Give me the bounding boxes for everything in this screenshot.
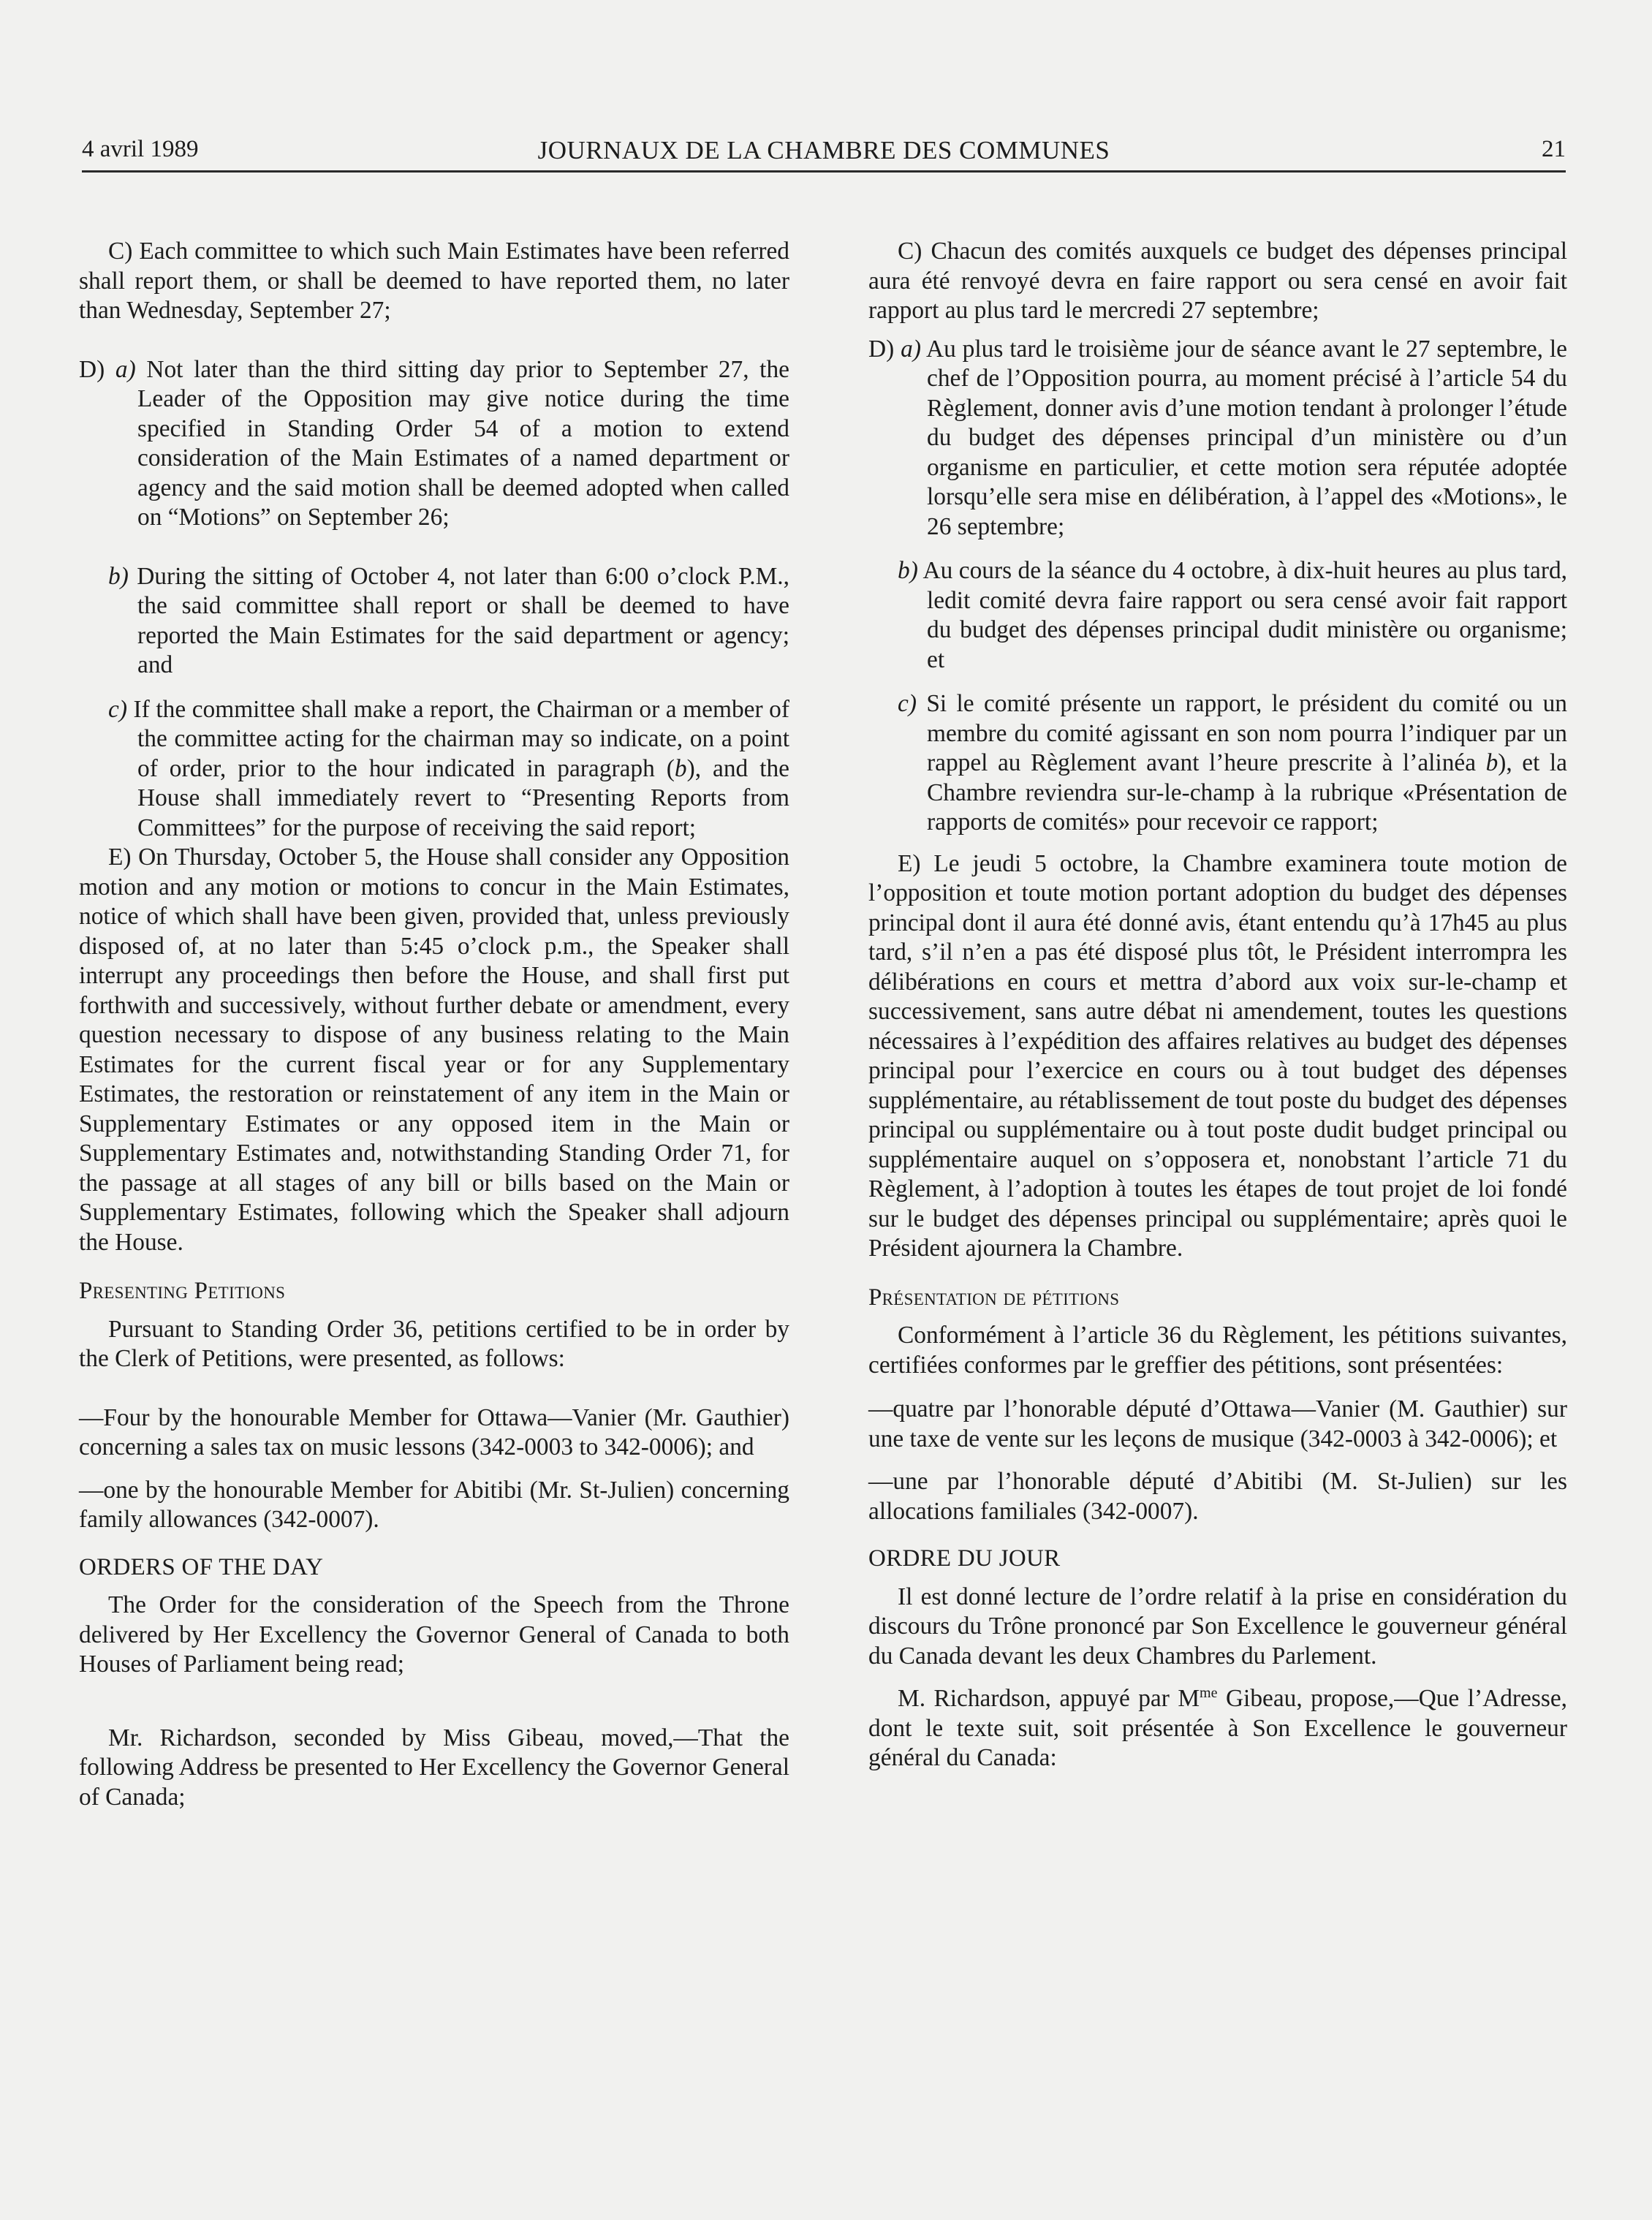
petitions-heading: Présentation de pétitions	[868, 1284, 1120, 1311]
page-header	[82, 136, 1566, 171]
header-rule	[82, 170, 1566, 173]
label-d: D)	[868, 335, 895, 363]
petition-item: —one by the honourable Member for Abitibi (Mr. St-Julien) concerning family allowances (342-0007).	[79, 1476, 789, 1533]
orders-paragraph-1: Il est donné lecture de l’ordre relatif à la prise en considération du discours du Trône prononcé par Son Excellence le gouverneur général du Canada devant les deux Chambres du Parlement.	[868, 1583, 1567, 1670]
orders-paragraph-2-end: Gibeau, propose,—Que l’Adresse, dont le texte suit, soit présentée à Son Excellence le gouverneur général du Canada:	[868, 1685, 1567, 1771]
label-c: c)	[898, 690, 917, 717]
label-b: b)	[898, 557, 918, 584]
orders-paragraph-2	[868, 1684, 1567, 1773]
paragraph-e: E) Le jeudi 5 octobre, la Chambre examinera toute motion de l’opposition et toute motion portant adoption du budget des dépenses principal dont il aura été donné avis, étant entendu qu’à 17h45 au plus tard, s’il n’en a pas été disposé plus tôt, le Président interrompra les délibérations en cours et mettra d’abord aux voix sur-le-champ et successivement, sans autre débat ni amendement, toutes les questions nécessaires à l’expédition des affaires relatives au budget des dépenses principal pour l’exercice en cours ou à tout budget des dépenses supplémentaire, au rétablissement de tout poste du budget des dépenses principal ou supplémentaire ou à tout poste dudit budget principal ou supplémentaire auquel on s’opposera et, nonobstant l’article 71 du Règlement, à l’adoption à toutes les étapes de tout projet de loi fondé sur le budget des dépenses principal ou supplémentaire; après quoi le Président ajournera la Chambre.	[868, 849, 1567, 1262]
paragraph-d-b	[79, 562, 789, 681]
orders-paragraph-2: Mr. Richardson, seconded by Miss Gibeau, moved,—That the following Address be presented to Her Excellency the Governor General of Canada;	[79, 1724, 789, 1811]
english-column	[79, 234, 789, 1812]
paragraph-c: C) Chacun des comités auxquels ce budget des dépenses principal aura été renvoyé devra en faire rapport ou sera censé en avoir fait rapport au plus tard le mercredi 27 septembre;	[868, 238, 1567, 324]
paragraph-d-a	[868, 335, 1567, 542]
header-date: 4 avril 1989	[82, 136, 199, 162]
label-a: a)	[901, 335, 921, 363]
orders-paragraph-2-start: M. Richardson, appuyé par M	[898, 1685, 1200, 1712]
paragraph-c: C) Each committee to which such Main Estimates have been referred shall report them, or shall be deemed to have reported them, no later than Wednesday, September 27;	[79, 238, 789, 324]
paragraph-d-b-text: During the sitting of October 4, not later than 6:00 o’clock P.M., the said committee shall report or shall be deemed to have reported the Main Estimates for the said department or agency; and	[137, 562, 789, 678]
paragraph-d-b	[868, 556, 1567, 675]
paragraph-d-c-text-2: ), et la Chambre reviendra sur-le-champ à la rubrique «Présentation de rapports de comités» pour recevoir ce rapport;	[927, 749, 1567, 836]
page-number: 21	[1542, 136, 1566, 162]
paragraph-d-c	[868, 689, 1567, 838]
paragraph-d-c-text-1: Si le comité présente un rapport, le président du comité ou un membre du comité agissant en son nom pourra l’indiquer par un rappel au Règlement avant l’heure prescrite à l’alinéa	[926, 690, 1567, 776]
orders-heading: ORDERS OF THE DAY	[79, 1553, 324, 1580]
paragraph-ref-b: b	[674, 754, 687, 782]
petitions-intro: Pursuant to Standing Order 36, petitions certified to be in order by the Clerk of Petitions, were presented, as follows:	[79, 1315, 789, 1372]
label-d: D)	[79, 355, 105, 383]
petitions-intro: Conformément à l’article 36 du Règlement, les pétitions suivantes, certifiées conformes par le greffier des pétitions, sont présentées:	[868, 1322, 1567, 1379]
label-b: b)	[108, 562, 129, 590]
label-c: c)	[108, 695, 127, 723]
paragraph-e: E) On Thursday, October 5, the House shall consider any Opposition motion and any motion or motions to concur in the Main Estimates, notice of which shall have been given, provided that, unless previously disposed of, at no later than 5:45 o’clock p.m., the Speaker shall interrupt any proceedings then before the House, and shall first put forthwith and successively, without further debate or amendment, every question necessary to dispose of any business relating to the Main Estimates for the current fiscal year or for any Supplementary Estimates, the restoration or reinstatement of any item in the Main or Supplementary Estimates or any opposed item in the Main or Supplementary Estimates and, notwithstanding Standing Order 71, for the passage at all stages of any bill or bills based on the Main or Supplementary Estimates, following which the Speaker shall adjourn the House.	[79, 844, 789, 1256]
honorific-superscript: me	[1200, 1684, 1218, 1701]
label-a: a)	[115, 355, 136, 383]
petition-item: —quatre par l’honorable député d’Ottawa—Vanier (M. Gauthier) sur une taxe de vente sur les leçons de musique (342-0003 à 342-0006); et	[868, 1395, 1567, 1452]
petition-item: —une par l’honorable député d’Abitibi (M. St-Julien) sur les allocations familiales (342-0007).	[868, 1468, 1567, 1525]
paragraph-d-a	[79, 355, 789, 533]
paragraph-d-c	[79, 695, 789, 844]
petition-item: —Four by the honourable Member for Ottawa—Vanier (Mr. Gauthier) concerning a sales tax on music lessons (342-0003 to 342-0006); and	[79, 1403, 789, 1461]
french-column	[868, 234, 1567, 1773]
header-title: JOURNAUX DE LA CHAMBRE DES COMMUNES	[537, 136, 1110, 164]
paragraph-ref-b: b	[1485, 749, 1498, 776]
paragraph-d-c-text-1: If the committee shall make a report, the Chairman or a member of the committee acting for the chairman may so indicate, on a point of order, prior to the hour indicated in paragraph (	[133, 695, 789, 782]
paragraph-d-b-text: Au cours de la séance du 4 octobre, à dix-huit heures au plus tard, ledit comité devra faire rapport ou sera censé avoir fait rapport du budget des dépenses principal dudit ministère ou organisme; et	[922, 557, 1567, 673]
petitions-heading: Presenting Petitions	[79, 1278, 286, 1304]
orders-paragraph-1: The Order for the consideration of the Speech from the Throne delivered by Her Excellency the Governor General of Canada to both Houses of Parliament being read;	[79, 1591, 789, 1678]
paragraph-d-a-text: Not later than the third sitting day prior to September 27, the Leader of the Opposition may give notice during the time specified in Standing Order 54 of a motion to extend consideration of the Main Estimates of a named department or agency and the said motion shall be deemed adopted when called on “Motions” on September 26;	[137, 355, 789, 531]
paragraph-d-c-text-2: ), and the House shall immediately revert to “Presenting Reports from Committees” for the purpose of receiving the said report;	[137, 754, 789, 841]
orders-heading: ORDRE DU JOUR	[868, 1545, 1061, 1572]
paragraph-d-a-text: Au plus tard le troisième jour de séance avant le 27 septembre, le chef de l’Opposition pourra, au moment précisé à l’article 54 du Règlement, donner avis d’une motion tendant à prolonger l’étude du budget des dépenses principal d’un ministère ou d’un organisme en particulier, et cette motion sera réputée adoptée lorsqu’elle sera mise en délibération, à l’appel des «Motions», le 26 septembre;	[926, 335, 1567, 540]
